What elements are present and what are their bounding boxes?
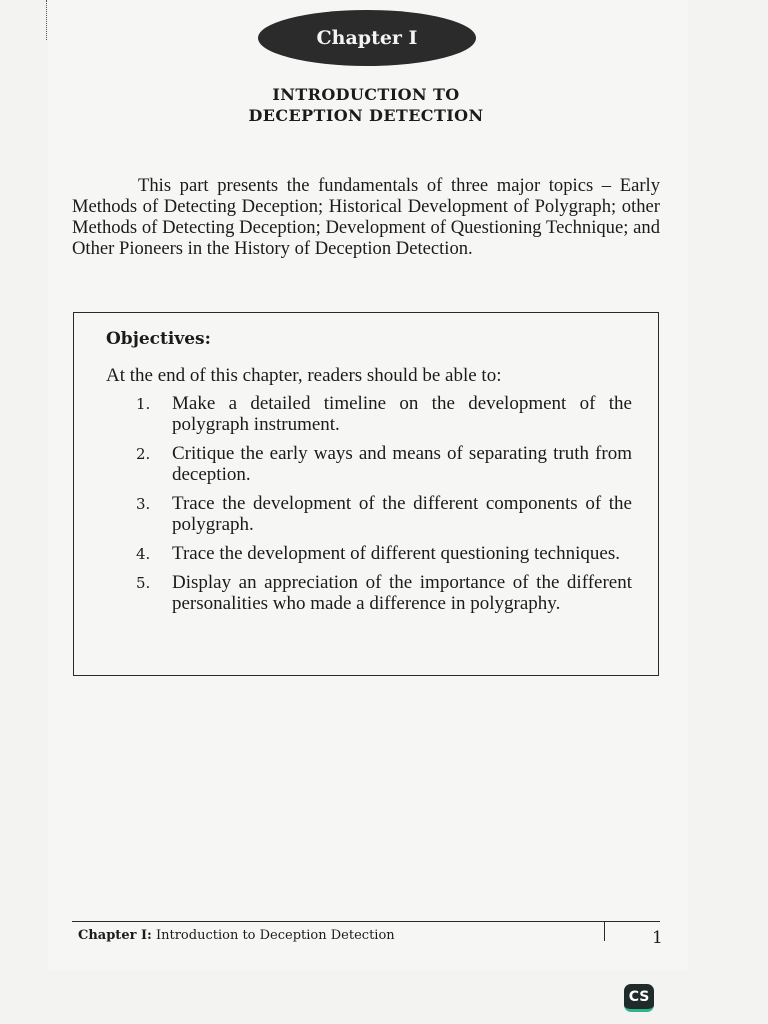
objectives-intro: At the end of this chapter, readers should be able to: xyxy=(106,365,502,386)
running-footer xyxy=(78,928,395,943)
camscanner-logo-icon: CS xyxy=(624,984,654,1012)
objectives-list xyxy=(136,393,632,622)
footer-divider xyxy=(604,921,605,941)
objective-item xyxy=(136,493,632,535)
footer-chapter-label: Chapter I: xyxy=(78,928,152,943)
objective-item xyxy=(136,543,632,564)
chapter-badge: Chapter I xyxy=(258,10,476,66)
page-number: 1 xyxy=(652,928,663,948)
objective-text: Display an appreciation of the importance of the different personalities who made a difference in polygraphy. xyxy=(172,572,632,614)
objective-number: 1. xyxy=(136,395,151,413)
objective-number: 3. xyxy=(136,495,151,513)
chapter-title-line-1: INTRODUCTION TO xyxy=(272,85,460,104)
chapter-title-line-2: DECEPTION DETECTION xyxy=(248,106,484,125)
objective-item xyxy=(136,443,632,485)
objective-item xyxy=(136,393,632,435)
objective-number: 5. xyxy=(136,574,151,592)
objective-text: Trace the development of the different components of the polygraph. xyxy=(172,493,632,535)
objective-text: Critique the early ways and means of separating truth from deception. xyxy=(172,443,632,485)
objectives-box xyxy=(73,312,659,676)
objective-number: 2. xyxy=(136,445,151,463)
objective-text: Make a detailed timeline on the development of the polygraph instrument. xyxy=(172,393,632,435)
footer-rule xyxy=(72,921,660,922)
objectives-heading: Objectives: xyxy=(106,329,211,349)
intro-paragraph: This part presents the fundamentals of three major topics – Early Methods of Detecting Deception; Historical Development of Polygraph; other Methods of Detecting Deception; Development of Questioning Technique; and Other Pioneers in the History of Deception Detection. xyxy=(72,175,660,259)
objective-item xyxy=(136,572,632,614)
objective-text: Trace the development of different questioning techniques. xyxy=(172,543,620,564)
margin-marks xyxy=(46,0,49,40)
objective-number: 4. xyxy=(136,545,151,563)
footer-chapter-title: Introduction to Deception Detection xyxy=(155,928,395,943)
